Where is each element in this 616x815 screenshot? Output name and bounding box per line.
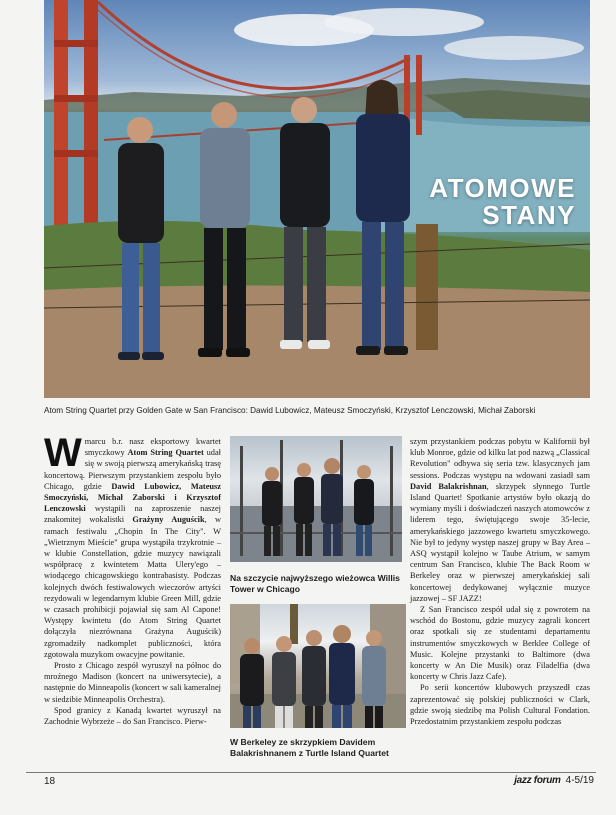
photo-willis-tower	[230, 436, 402, 562]
text-run: udał się w swoją pierwszą amerykańską trasę koncertową. Pierwszym przystankiem zespołu było Chicago, gdzie	[44, 448, 221, 491]
article-title	[429, 175, 576, 229]
page-number: 18	[44, 776, 56, 787]
musician-names: Dawid Lubowicz, Mateusz Smoczyński, Michał Zaborski i Krzysztof Lenczowski	[44, 481, 221, 514]
paragraph: Po serii koncertów klubowych przyszedł czas zaprezentować się polskiej publiczności w Clark, gdzie swoją siedzibę ma Polish Cultural Fondation. Przedostatnim przystankiem zespołu podczas	[410, 683, 590, 727]
paragraph	[410, 436, 590, 604]
photo-caption: W Berkeley ze skrzypkiem Davidem Balakrishnanem z Turtle Island Quartet	[230, 737, 389, 758]
paragraph: Prosto z Chicago zespół wyruszył na północ do mroźnego Madison (koncert na uniwersytecie), a następnie do Minneapolis (koncert w sali kameralnej w siedzibie Minneapolis Orchestra).	[44, 661, 221, 704]
vocalist-name: Grażyny Auguścik	[132, 515, 205, 525]
paragraph: Z San Francisco zespół udał się z powrotem na wschód do Bostonu, gdzie muzycy zagrali koncert oraz spotkali się ze studentami departamentu instrumentów smyczkowych w Berklee College of Music. Kolejne przystanki to Baltimore (dwa koncerty w An Die Musik) oraz Filadelfia (dwa koncerty w Chris Jazz Cafe).	[410, 605, 590, 682]
text-run: wystąpili na zaproszenie naszej znakomitej wokalistki	[44, 504, 221, 525]
paragraph	[44, 431, 221, 660]
hero-caption: Atom String Quartet przy Golden Gate w San Francisco: Dawid Lubowicz, Mateusz Smoczyński, Krzysztof Lenczowski, Michał Zaborski	[44, 406, 536, 415]
band-name: Atom String Quartet	[127, 448, 204, 458]
hero-photo	[44, 0, 590, 398]
paragraph: Spod granicy z Kanadą kwartet wyruszył na Zachodnie Wybrzeże – do San Francisco. Pierw-	[44, 705, 221, 727]
footer-brand	[514, 775, 594, 786]
photo-caption: Na szczycie najwyższego wieżowca Willis Tower w Chicago	[230, 573, 400, 594]
issue-number: 4-5/19	[565, 775, 594, 786]
text-column-left	[44, 431, 221, 727]
violinist-name: David Balakrishnan	[410, 481, 487, 491]
footer-rule	[26, 772, 596, 773]
text-column-right	[410, 436, 590, 727]
magazine-logo: jazz forum	[514, 775, 561, 786]
text-run: , w ramach festiwalu „Chopin In The City". W „Wietrznym Mieście" grupa wystąpiła trzykrotnie – w klubie Constellation, gdzie muzycy nawiązali współpracę z kwintetem Matta Ulery'ego – wiodącego chicagowskiego kontrabasisty. Podczas kolejnych dwóch festiwalowych wieczorów artyści rezydowali w legendarnym klubie Green Mill, gdzie w czasach prohibicji pojawiał się sam Al Capone! Występy kwintetu (do Atom String Quartet dołączyła niezrównana Grażyna Auguścik) zgromadziły nadkomplet publiczności, która zgotowała muzykom owacyjne powitanie.	[44, 515, 221, 659]
text-run: marcu b.r. nasz eksportowy kwartet smyczkowy	[84, 437, 221, 458]
photo-berkeley	[230, 604, 406, 728]
drop-cap: W	[44, 431, 82, 475]
text-run: szym przystankiem podczas pobytu w Kalifornii był klub Monroe, gdzie od kilku lat pod nazwą „Classical Revolution" odbywa się seria tzw. klasycznych jam sessions. Podczas występu na wdowani zasiadł sam	[410, 437, 590, 480]
text-run: , skrzypek słynnego Turtle Island Quartet! Spotkanie artystów było okazją do wymiany myśli i doświadczeń naszych atomowców z liderem tego, świętującego swoje 35-lecie, amerykańskiego jazzowego kwartetu smyczkowego. Nie był to jedyny występ naszej grupy w Bay Area – ASQ wystąpił kolejno w Taube Atrium, w samym centrum San Francisco, klubie The Back Room w Berkeley oraz w pierwszej amerykańskiej sali koncertowej dedykowanej wyłącznie muzyce jazzowej – SF JAZZ!	[410, 481, 590, 603]
title-line: ATOMOWE	[429, 173, 576, 203]
berkeley-illustration	[230, 604, 406, 728]
willis-tower-illustration	[230, 436, 402, 562]
title-line: STANY	[482, 200, 576, 230]
